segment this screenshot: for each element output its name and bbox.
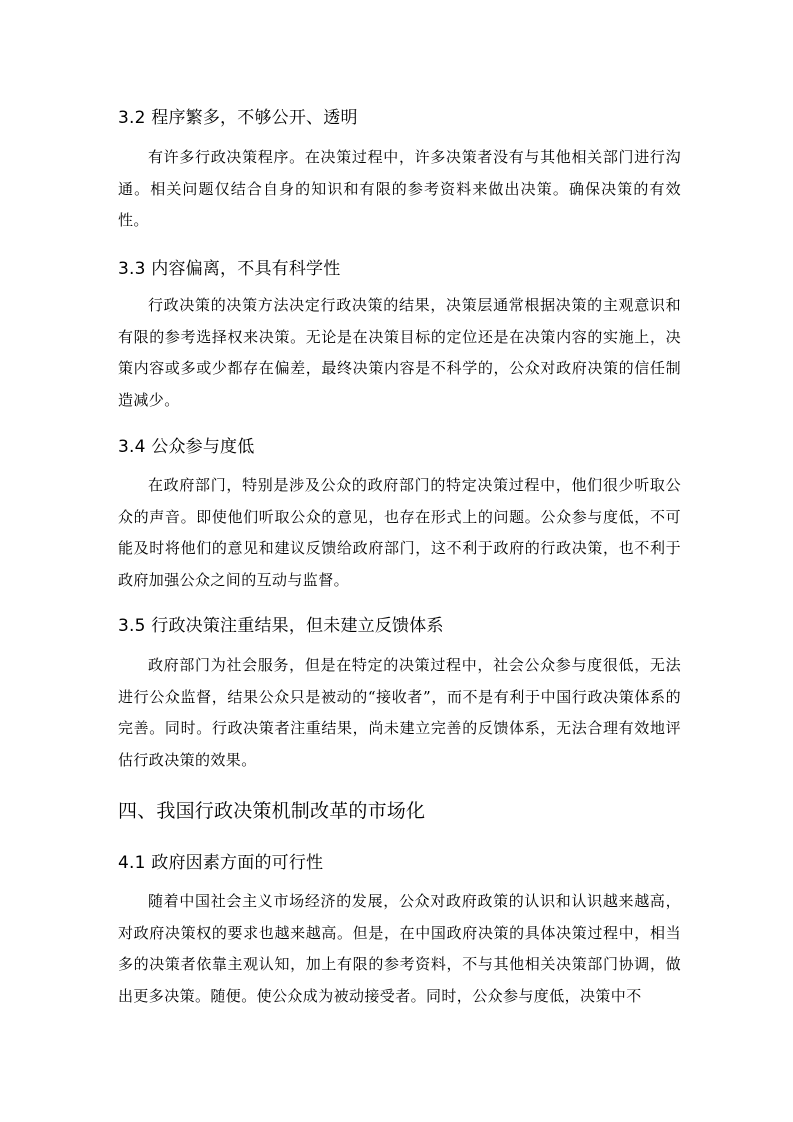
section-heading-3-3: 3.3 内容偏离，不具有科学性: [118, 259, 341, 279]
section-heading-3-4: 3.4 公众参与度低: [118, 437, 255, 457]
section-paragraph-3-5: 政府部门为社会服务，但是在特定的决策过程中，社会公众参与度很低，无法进行公众监督，结果公众只是被动的“接收者”，而不是有利于中国行政决策体系的完善。同时。行政决策者注重结果，尚未建立完善的反馈体系，无法合理有效地评估行政决策的效果。: [118, 656, 681, 769]
section-paragraph-4-1: 随着中国社会主义市场经济的发展，公众对政府政策的认识和认识越来越高，对政府决策权的要求也越来越高。但是，在中国政府决策的具体决策过程中，相当多的决策者依靠主观认知，加上有限的参考资料，不与其他相关决策部门协调，做出更多决策。随便。使公众成为被动接受者。同时，公众参与度低，决策中不: [118, 892, 681, 1005]
section-heading-3-5: 3.5 行政决策注重结果，但未建立反馈体系: [118, 616, 444, 636]
section-heading-3-2: 3.2 程序繁多，不够公开、透明: [118, 108, 358, 128]
section-paragraph-3-4: 在政府部门，特别是涉及公众的政府部门的特定决策过程中，他们很少听取公众的声音。即使他们听取公众的意见，也存在形式上的问题。公众参与度低，不可能及时将他们的意见和建议反馈给政府部门，这不利于政府的行政决策，也不利于政府加强公众之间的互动与监督。: [118, 476, 681, 589]
chapter-heading-4: 四、我国行政决策机制改革的市场化: [118, 800, 426, 822]
section-heading-4-1: 4.1 政府因素方面的可行性: [118, 853, 324, 873]
section-paragraph-3-2: 有许多行政决策程序。在决策过程中，许多决策者没有与其他相关部门进行沟通。相关问题仅结合自身的知识和有限的参考资料来做出决策。确保决策的有效性。: [118, 148, 681, 229]
section-paragraph-3-3: 行政决策的决策方法决定行政决策的结果，决策层通常根据决策的主观意识和有限的参考选择权来决策。无论是在决策目标的定位还是在决策内容的实施上，决策内容或多或少都存在偏差，最终决策内容是不科学的，公众对政府决策的信任制造减少。: [118, 296, 681, 409]
